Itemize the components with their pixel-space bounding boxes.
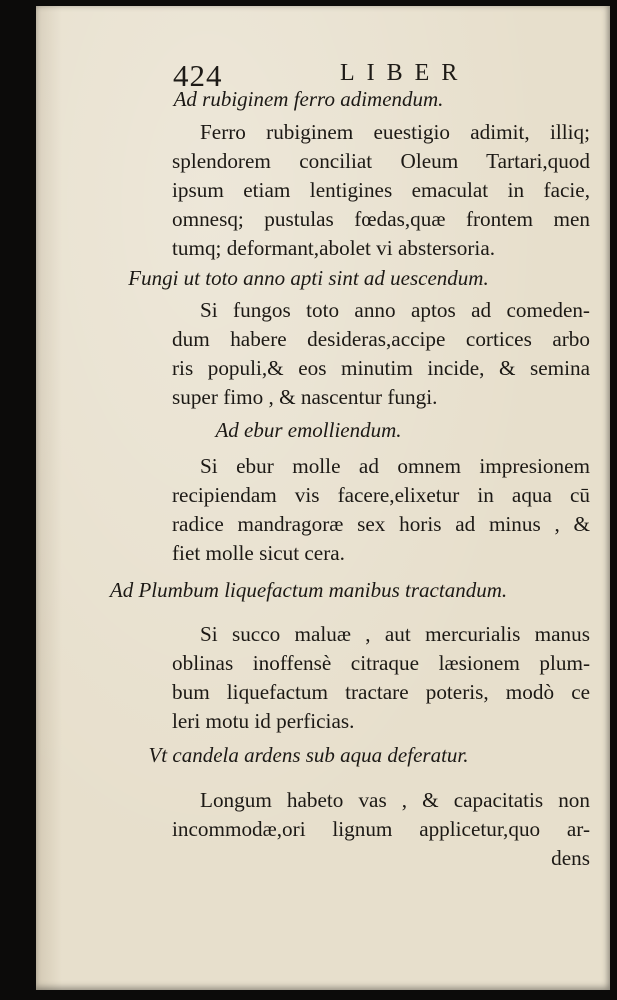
section-heading: Fungi ut toto anno apti sint ad uescendum. bbox=[128, 266, 489, 290]
text-line: splendorem conciliat Oleum Tartari,quod bbox=[172, 149, 590, 173]
text-line: Ferro rubiginem euestigio adimit, illiq; bbox=[200, 120, 590, 144]
section-heading: Ad rubiginem ferro adimendum. bbox=[173, 87, 444, 111]
text-line: dens bbox=[551, 846, 590, 870]
text-line: radice mandragoræ sex horis ad minus , & bbox=[172, 512, 590, 536]
text-line: tumq; deformant,abolet vi abstersoria. bbox=[172, 236, 496, 260]
text-line: oblinas inoffensè citraque læsionem plum- bbox=[172, 651, 590, 675]
section-heading: Vt candela ardens sub aqua deferatur. bbox=[148, 743, 469, 767]
text-line: dum habere desideras,accipe cortices arbo bbox=[172, 327, 590, 351]
running-title: LIBER bbox=[340, 60, 470, 86]
text-line: ipsum etiam lentigines emaculat in facie, bbox=[172, 178, 590, 202]
text-line: incommodæ,ori lignum applicetur,quo ar- bbox=[172, 817, 590, 841]
text-line: super fimo , & nascentur fungi. bbox=[172, 385, 438, 409]
section-paragraph bbox=[172, 452, 590, 568]
section-paragraph bbox=[172, 786, 590, 873]
section-paragraph bbox=[172, 620, 590, 736]
section-heading: Ad ebur emolliendum. bbox=[215, 418, 402, 442]
text-line: fiet molle sicut cera. bbox=[172, 541, 345, 565]
section-heading: Ad Plumbum liquefactum manibus tractandum. bbox=[109, 578, 508, 602]
text-line: omnesq; pustulas fœdas,quæ frontem men bbox=[172, 207, 590, 231]
text-line: ris populi,& eos minutim incide, & semina bbox=[172, 356, 590, 380]
text-line: Longum habeto vas , & capacitatis non bbox=[200, 788, 590, 812]
text-line: recipiendam vis facere,elixetur in aqua cū bbox=[172, 483, 590, 507]
section-paragraph bbox=[172, 296, 590, 412]
text-line: Si succo maluæ , aut mercurialis manus bbox=[200, 622, 590, 646]
text-line: Si ebur molle ad omnem impresionem bbox=[200, 454, 590, 478]
section-paragraph bbox=[172, 118, 590, 263]
text-line: bum liquefactum tractare poteris, modò ce bbox=[172, 680, 590, 704]
page-number: 424 bbox=[173, 58, 223, 93]
text-line: leri motu id perficias. bbox=[172, 709, 355, 733]
text-line: Si fungos toto anno aptos ad comeden- bbox=[200, 298, 590, 322]
